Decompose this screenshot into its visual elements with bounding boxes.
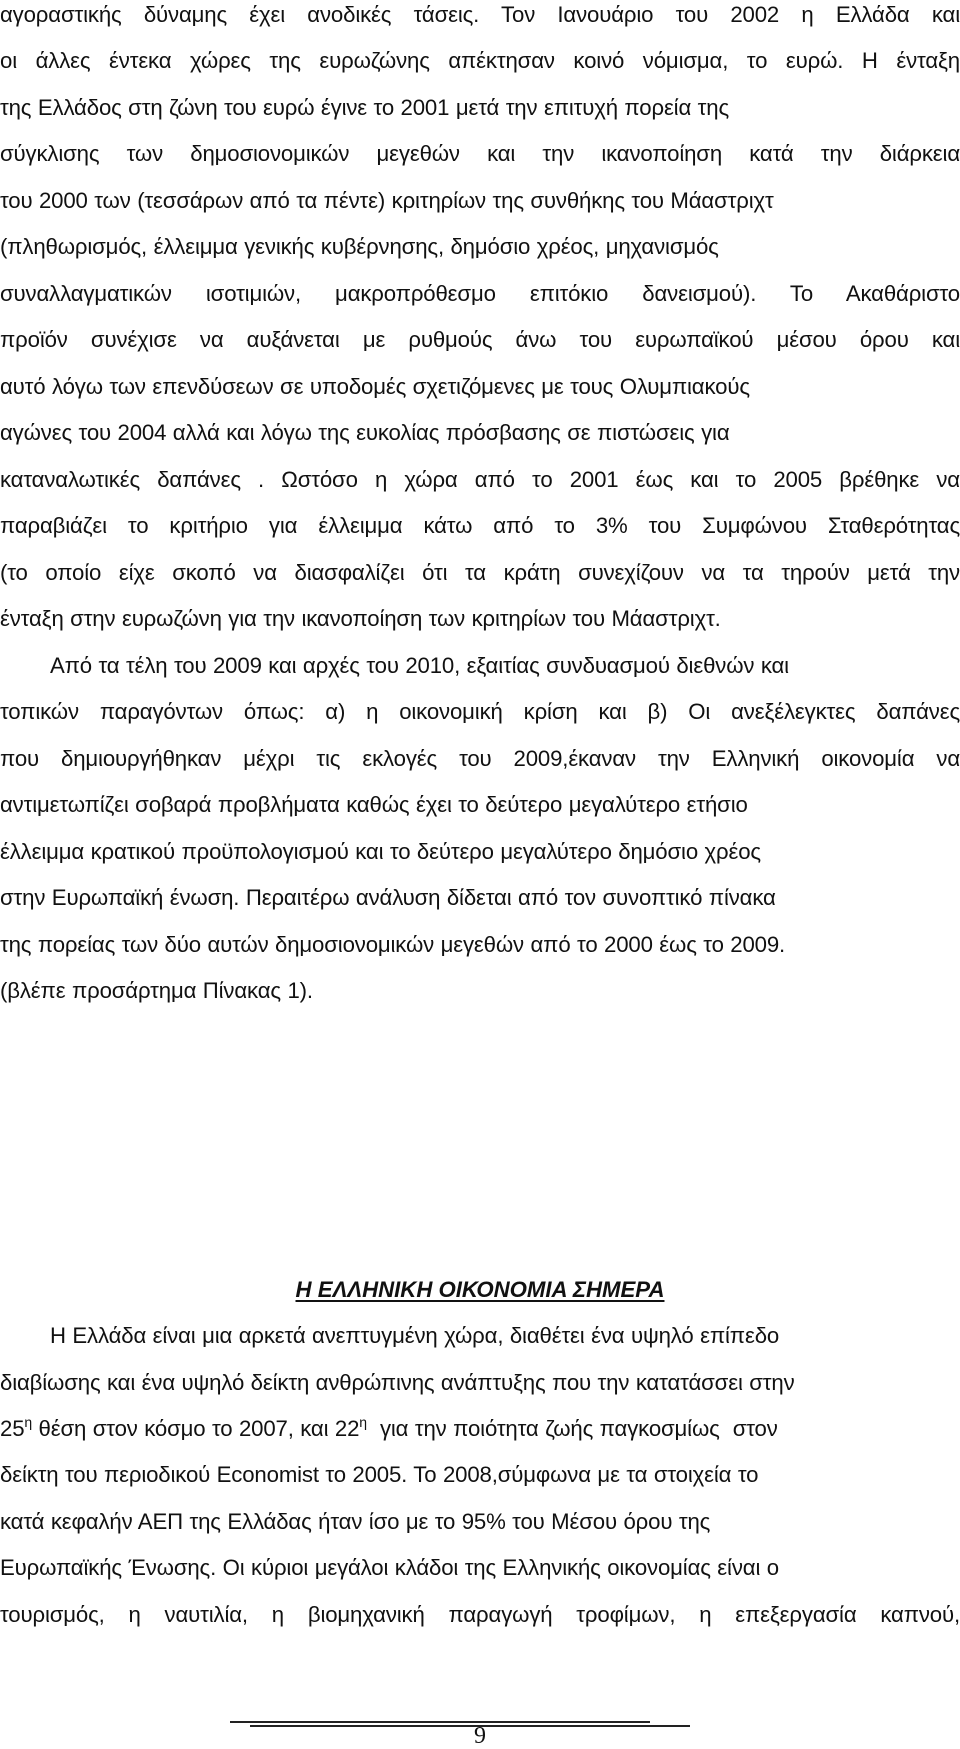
ordinal-suffix: η <box>359 1414 367 1430</box>
text-line: ένταξη στην ευρωζώνη για την ικανοποίηση των κριτηρίων του Μάαστριχτ. <box>0 606 721 631</box>
section-heading: Η ΕΛΛΗΝΙΚΗ ΟΙΚΟΝΟΜΙΑ ΣΗΜΕΡΑ <box>295 1277 665 1302</box>
text-line: έλλειμμα κρατικού προϋπολογισμού και το δεύτερο μεγαλύτερο δημόσιο χρέος <box>0 839 761 864</box>
text-line: παραβιάζει το κριτήριο για έλλειμμα κάτω από το 3% του Συμφώνου Σταθερότητας <box>0 513 960 538</box>
text-line: αγώνες του 2004 αλλά και λόγω της ευκολίας πρόσβασης σε πιστώσεις για <box>0 420 730 445</box>
text-fragment: θέση στον κόσμο το 2007, και 22 <box>32 1416 360 1441</box>
text-line: συναλλαγματικών ισοτιμιών, μακροπρόθεσμο επιτόκιο δανεισμού). Το Ακαθάριστο <box>0 281 960 306</box>
text-line: σύγκλισης των δημοσιονομικών μεγεθών και την ικανοποίηση κατά την διάρκεια <box>0 141 960 166</box>
text-line: του 2000 των (τεσσάρων από τα πέντε) κριτηρίων της συνθήκης του Μάαστριχτ <box>0 188 774 213</box>
text-line: καταναλωτικές δαπάνες . Ωστόσο η χώρα από το 2001 έως και το 2005 βρέθηκε να <box>0 467 960 492</box>
text-line: της Ελλάδος στη ζώνη του ευρώ έγινε το 2001 μετά την επιτυχή πορεία της <box>0 95 730 120</box>
ordinal-suffix: η <box>24 1414 33 1430</box>
text-line: κατά κεφαλήν ΑΕΠ της Ελλάδας ήταν ίσο με το 95% του Μέσου όρου της <box>0 1509 711 1534</box>
text-line: αντιμετωπίζει σοβαρά προβλήματα καθώς έχει το δεύτερο μεγαλύτερο ετήσιο <box>0 792 748 817</box>
text-line: δείκτη του περιοδικού Economist το 2005. Το 2008,σύμφωνα με τα στοιχεία το <box>0 1462 759 1487</box>
rank-number: 25 <box>0 1416 25 1441</box>
text-line: της πορείας των δύο αυτών δημοσιονομικών μεγεθών από το 2000 έως το 2009. <box>0 932 786 957</box>
text-line: Ευρωπαϊκής Ένωσης. Οι κύριοι μεγάλοι κλάδοι της Ελληνικής οικονομίας είναι ο <box>0 1555 779 1580</box>
text-line: που δημιουργήθηκαν μέχρι τις εκλογές του 2009,έκαναν την Ελληνική οικονομία να <box>0 746 960 771</box>
text-line: τοπικών παραγόντων όπως: α) η οικονομική κρίση και β) Οι ανεξέλεγκτες δαπάνες <box>0 699 960 724</box>
page-number: 9 <box>474 1723 486 1749</box>
text-line: (το οποίο είχε σκοπό να διασφαλίζει ότι τα κράτη συνεχίζουν να τα τηρούν μετά την <box>0 560 960 585</box>
text-line: τουρισμός, η ναυτιλία, η βιομηχανική παραγωγή τροφίμων, η επεξεργασία καπνού, <box>0 1602 960 1627</box>
text-line: οι άλλες έντεκα χώρες της ευρωζώνης απέκτησαν κοινό νόμισμα, το ευρώ. Η ένταξη <box>0 48 960 73</box>
text-fragment: για την ποιότητα ζωής παγκοσμίως στον <box>366 1416 778 1441</box>
text-line: Η Ελλάδα είναι μια αρκετά ανεπτυγμένη χώρα, διαθέτει ένα υψηλό επίπεδο <box>50 1323 780 1348</box>
text-line: (πληθωρισμός, έλλειμμα γενικής κυβέρνησης, δημόσιο χρέος, μηχανισμός <box>0 234 719 259</box>
text-line: Από τα τέλη του 2009 και αρχές του 2010, εξαιτίας συνδυασμού διεθνών και <box>50 653 789 678</box>
text-line: διαβίωσης και ένα υψηλό δείκτη ανθρώπινης ανάπτυξης που την κατατάσσει στην <box>0 1370 795 1395</box>
text-line: αγοραστικής δύναμης έχει ανοδικές τάσεις. Τον Ιανουάριο του 2002 η Ελλάδα και <box>0 2 960 27</box>
text-line: (βλέπε προσάρτημα Πίνακας 1). <box>0 978 313 1003</box>
text-line: αυτό λόγω των επενδύσεων σε υποδομές σχετιζόμενες με τους Ολυμπιακούς <box>0 374 750 399</box>
text-line-with-superscripts <box>0 1414 960 1444</box>
text-line: προϊόν συνέχισε να αυξάνεται με ρυθμούς άνω του ευρωπαϊκού μέσου όρου και <box>0 327 960 352</box>
text-line: στην Ευρωπαϊκή ένωση. Περαιτέρω ανάλυση δίδεται από τον συνοπτικό πίνακα <box>0 885 776 910</box>
